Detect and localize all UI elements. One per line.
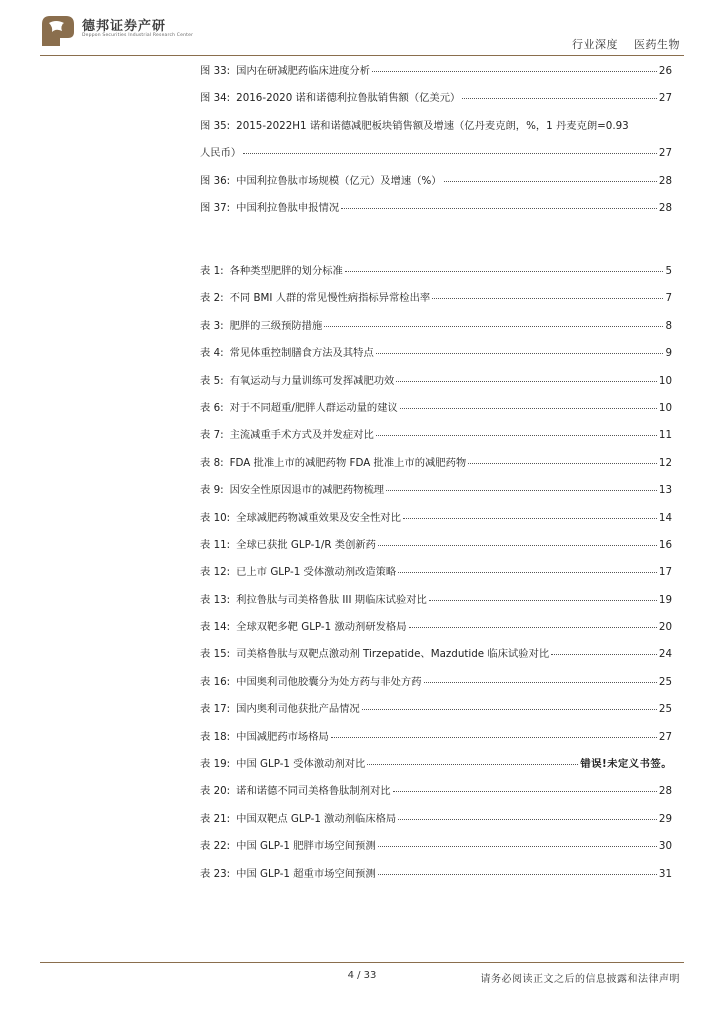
toc-entry[interactable] bbox=[200, 172, 672, 199]
toc-entry-title bbox=[200, 837, 376, 852]
toc-entry-number: 图 35: bbox=[200, 119, 231, 132]
toc-entry[interactable] bbox=[200, 563, 672, 590]
toc-entry-page: 7 bbox=[665, 292, 672, 305]
report-category bbox=[572, 36, 680, 52]
toc-entry-title bbox=[200, 728, 329, 743]
toc-leader-dots bbox=[362, 701, 657, 710]
toc-entry-title bbox=[200, 810, 396, 825]
toc-leader-dots bbox=[403, 510, 657, 519]
toc-entry-number: 表 16: bbox=[200, 675, 231, 688]
toc-entry-title bbox=[200, 481, 384, 496]
toc-entry-page: 8 bbox=[665, 319, 672, 332]
toc-entry-page: 错误!未定义书签。 bbox=[580, 758, 672, 771]
toc-entry-title bbox=[200, 199, 339, 214]
toc-entry-title bbox=[200, 344, 374, 359]
toc-entry[interactable] bbox=[200, 89, 672, 116]
toc-entry-text: 中国利拉鲁肽申报情况 bbox=[236, 201, 340, 214]
toc-entry[interactable] bbox=[200, 454, 672, 481]
toc-entry-page: 17 bbox=[658, 566, 672, 579]
sector-label: 医药生物 bbox=[634, 38, 680, 51]
toc-entry-text: 利拉鲁肽与司美格鲁肽 III 期临床试验对比 bbox=[236, 593, 427, 606]
toc-entry[interactable] bbox=[200, 426, 672, 453]
toc-entry[interactable] bbox=[200, 372, 672, 399]
toc-leader-dots bbox=[409, 619, 657, 628]
toc-leader-dots bbox=[324, 318, 663, 327]
toc-entry-title bbox=[200, 262, 343, 277]
toc-entry-page: 20 bbox=[658, 621, 672, 634]
toc-entry-number: 表 19: bbox=[200, 758, 231, 771]
toc-entry-text: 中国 GLP-1 肥胖市场空间预测 bbox=[236, 840, 376, 853]
toc-entry-text: 因安全性原因退市的减肥药物梳理 bbox=[229, 484, 385, 497]
toc-entry-text: 主流减重手术方式及并发症对比 bbox=[229, 429, 374, 442]
toc-entry-number: 表 17: bbox=[200, 703, 231, 716]
legal-notice: 请务必阅读正文之后的信息披露和法律声明 bbox=[480, 974, 680, 985]
toc-entry-text: 全球双靶多靶 GLP-1 激动剂研发格局 bbox=[236, 621, 407, 634]
toc-entry-title bbox=[200, 755, 365, 770]
toc-entry[interactable] bbox=[200, 591, 672, 618]
toc-entry-text: 有氧运动与力量训练可发挥减肥功效 bbox=[229, 374, 395, 387]
figure-list bbox=[200, 62, 672, 226]
toc-leader-dots bbox=[345, 263, 664, 272]
toc-entry-title bbox=[200, 536, 376, 551]
toc-entry-title bbox=[200, 591, 427, 606]
toc-entry-number: 表 22: bbox=[200, 840, 231, 853]
toc-leader-dots bbox=[398, 564, 657, 573]
toc-entry-page: 13 bbox=[658, 484, 672, 497]
toc-entry-number: 表 18: bbox=[200, 730, 231, 743]
toc-leader-dots bbox=[400, 400, 657, 409]
toc-entry-title bbox=[200, 62, 370, 77]
toc-entry-number: 图 36: bbox=[200, 174, 231, 187]
toc-leader-dots bbox=[386, 482, 657, 491]
toc-leader-dots bbox=[378, 838, 657, 847]
toc-entry-number: 表 12: bbox=[200, 566, 231, 579]
toc-entry-text: 中国 GLP-1 超重市场空间预测 bbox=[236, 867, 376, 880]
toc-entry-page: 24 bbox=[658, 648, 672, 661]
toc-leader-dots bbox=[444, 173, 657, 182]
toc-entry[interactable] bbox=[200, 645, 672, 672]
toc-entry-title bbox=[200, 117, 629, 132]
toc-entry-page: 16 bbox=[658, 538, 672, 551]
toc-entry[interactable] bbox=[200, 117, 672, 144]
toc-entry-number: 表 1: bbox=[200, 265, 224, 277]
toc-entry-title bbox=[200, 426, 374, 441]
toc-entry-text: FDA 批准上市的减肥药物 FDA 批准上市的减肥药物 bbox=[229, 456, 467, 469]
toc-entry[interactable] bbox=[200, 509, 672, 536]
toc-entry-number: 图 34: bbox=[200, 92, 231, 105]
toc-entry-page: 14 bbox=[658, 511, 672, 524]
toc-entry-page: 9 bbox=[665, 347, 672, 360]
toc-entry-text: 已上市 GLP-1 受体激动剂改造策略 bbox=[236, 566, 397, 579]
toc-entry[interactable] bbox=[200, 399, 672, 426]
toc-entry-text: 国内奥利司他获批产品情况 bbox=[236, 703, 360, 716]
toc-entry-title bbox=[200, 172, 442, 187]
toc-entry-number: 表 13: bbox=[200, 593, 231, 606]
toc-entry[interactable] bbox=[200, 481, 672, 508]
toc-entry-title bbox=[200, 618, 407, 633]
toc-leader-dots bbox=[243, 145, 657, 154]
toc-leader-dots bbox=[429, 592, 657, 601]
toc-entry-title bbox=[200, 89, 460, 104]
toc-entry-text: 司美格鲁肽与双靶点激动剂 Tirzepatide、Mazdutide 临床试验对比 bbox=[236, 648, 550, 661]
toc-leader-dots bbox=[341, 200, 657, 209]
toc-entry-page: 5 bbox=[665, 265, 672, 277]
toc-entry-title bbox=[200, 317, 322, 332]
toc-entry[interactable] bbox=[200, 317, 672, 344]
category-label: 行业深度 bbox=[572, 38, 618, 51]
toc-entry[interactable] bbox=[200, 810, 672, 837]
toc-entry-title bbox=[200, 509, 401, 524]
toc-entry-page: 27 bbox=[658, 730, 672, 743]
toc-entry[interactable] bbox=[200, 289, 672, 316]
toc-leader-dots bbox=[424, 674, 657, 683]
toc-entry-text: 2015-2022H1 诺和诺德减肥板块销售额及增速（亿丹麦克朗，%，1 丹麦克朗=0.93 bbox=[236, 119, 629, 132]
toc-entry-text: 中国 GLP-1 受体激动剂对比 bbox=[236, 758, 366, 771]
toc-entry-number: 表 7: bbox=[200, 429, 224, 442]
toc-entry-number: 表 11: bbox=[200, 538, 231, 551]
toc-entry-page: 25 bbox=[658, 703, 672, 716]
deppon-logo-icon bbox=[40, 14, 76, 48]
toc-entry-text: 诺和诺德不同司美格鲁肽制剂对比 bbox=[236, 785, 391, 798]
toc-entry[interactable] bbox=[200, 782, 672, 809]
toc-leader-dots bbox=[378, 866, 657, 875]
toc-entry-number: 表 8: bbox=[200, 456, 224, 469]
toc-entry-number: 表 23: bbox=[200, 867, 231, 880]
toc-entry[interactable] bbox=[200, 262, 672, 289]
footer-divider bbox=[40, 962, 684, 963]
toc-entry-title bbox=[200, 289, 430, 304]
toc-leader-dots bbox=[468, 455, 657, 464]
toc-entry[interactable] bbox=[200, 728, 672, 755]
toc-entry-page: 25 bbox=[658, 675, 672, 688]
toc-entry-number: 表 20: bbox=[200, 785, 231, 798]
toc-entry-title bbox=[200, 673, 422, 688]
toc-entry-page: 31 bbox=[658, 867, 672, 880]
toc-entry-number: 表 2: bbox=[200, 292, 224, 305]
toc-entry-text: 2016-2020 诺和诺德利拉鲁肽销售额（亿美元） bbox=[236, 92, 461, 105]
toc-entry-page: 29 bbox=[658, 812, 672, 825]
toc-entry-number: 表 3: bbox=[200, 319, 224, 332]
page-header bbox=[0, 0, 724, 60]
page-number: 4 / 33 bbox=[347, 970, 377, 981]
toc-entry-page: 28 bbox=[658, 785, 672, 798]
toc-entry[interactable] bbox=[200, 344, 672, 371]
toc-entry-title bbox=[200, 782, 391, 797]
company-name-en: Deppon Securities Industrial Research Center bbox=[82, 33, 194, 38]
toc-leader-dots bbox=[372, 63, 657, 72]
toc-entry[interactable] bbox=[200, 144, 672, 171]
toc-entry[interactable] bbox=[200, 536, 672, 563]
toc-leader-dots bbox=[331, 729, 657, 738]
toc-leader-dots bbox=[432, 290, 663, 299]
toc-entry[interactable] bbox=[200, 673, 672, 700]
toc-entry-text: 常见体重控制膳食方法及其特点 bbox=[229, 347, 374, 360]
toc-leader-dots bbox=[551, 646, 657, 655]
company-name-cn: 德邦证券产研 bbox=[82, 19, 167, 34]
toc-leader-dots bbox=[462, 90, 657, 99]
toc-entry-text: 中国双靶点 GLP-1 激动剂临床格局 bbox=[236, 812, 397, 825]
toc-entry-title bbox=[200, 454, 466, 469]
toc-entry-title bbox=[200, 372, 394, 387]
toc-entry-page: 19 bbox=[658, 593, 672, 606]
toc-entry-text: 对于不同超重/肥胖人群运动量的建议 bbox=[229, 401, 398, 414]
toc-entry-text: 全球已获批 GLP-1/R 类创新药 bbox=[236, 538, 376, 551]
toc-entry-title bbox=[200, 563, 396, 578]
toc-entry[interactable] bbox=[200, 865, 672, 892]
toc-entry-title bbox=[200, 865, 376, 880]
toc-leader-dots bbox=[376, 427, 657, 436]
toc-entry-number: 表 10: bbox=[200, 511, 231, 524]
toc-entry[interactable] bbox=[200, 618, 672, 645]
toc-leader-dots bbox=[378, 537, 657, 546]
toc-entry-text: 不同 BMI 人群的常见慢性病指标异常检出率 bbox=[229, 292, 431, 305]
toc-entry-number: 表 5: bbox=[200, 374, 224, 387]
toc-entry[interactable] bbox=[200, 837, 672, 864]
toc-entry[interactable] bbox=[200, 62, 672, 89]
toc-entry-number: 表 9: bbox=[200, 484, 224, 497]
toc-leader-dots bbox=[376, 345, 664, 354]
table-list bbox=[200, 262, 672, 892]
toc-entry-title bbox=[200, 700, 360, 715]
toc-entry[interactable] bbox=[200, 199, 672, 226]
toc-entry-page: 10 bbox=[658, 374, 672, 387]
toc-entry-title bbox=[200, 144, 241, 159]
toc-entry-title bbox=[200, 645, 549, 660]
toc-entry[interactable] bbox=[200, 755, 672, 782]
toc-entry-number: 图 37: bbox=[200, 201, 231, 214]
toc-entry[interactable] bbox=[200, 700, 672, 727]
toc-entry-number: 表 21: bbox=[200, 812, 231, 825]
toc-entry-number: 表 15: bbox=[200, 648, 231, 661]
toc-leader-dots bbox=[398, 811, 657, 820]
toc-entry-page: 11 bbox=[658, 429, 672, 442]
toc-entry-page: 10 bbox=[658, 401, 672, 414]
toc-entry-page: 27 bbox=[658, 92, 672, 105]
toc-entry-page: 28 bbox=[658, 174, 672, 187]
toc-entry-number: 表 14: bbox=[200, 621, 231, 634]
toc-entry-page: 28 bbox=[658, 201, 672, 214]
toc-entry-title bbox=[200, 399, 398, 414]
toc-entry-number: 表 4: bbox=[200, 347, 224, 360]
toc-entry-text: 人民币） bbox=[200, 147, 242, 160]
toc-entry-page: 27 bbox=[658, 147, 672, 160]
toc-entry-text: 中国减肥药市场格局 bbox=[236, 730, 329, 743]
toc-entry-text: 中国奥利司他胶囊分为处方药与非处方药 bbox=[236, 675, 422, 688]
toc-entry-page: 30 bbox=[658, 840, 672, 853]
toc-leader-dots bbox=[396, 373, 657, 382]
header-divider bbox=[40, 55, 684, 56]
toc-leader-dots bbox=[367, 756, 578, 765]
toc-entry-number: 表 6: bbox=[200, 401, 224, 414]
toc-entry-page: 26 bbox=[658, 65, 672, 77]
toc-entry-text: 各种类型肥胖的划分标准 bbox=[229, 265, 343, 277]
toc-entry-text: 肥胖的三级预防措施 bbox=[229, 319, 323, 332]
toc-leader-dots bbox=[393, 783, 657, 792]
toc-entry-number: 图 33: bbox=[200, 65, 231, 77]
toc-entry-text: 全球减肥药物减重效果及安全性对比 bbox=[236, 511, 401, 524]
toc-entry-text: 国内在研减肥药临床进度分析 bbox=[236, 65, 371, 77]
toc-entry-page: 12 bbox=[658, 456, 672, 469]
toc-entry-text: 中国利拉鲁肽市场规模（亿元）及增速（%） bbox=[236, 174, 442, 187]
